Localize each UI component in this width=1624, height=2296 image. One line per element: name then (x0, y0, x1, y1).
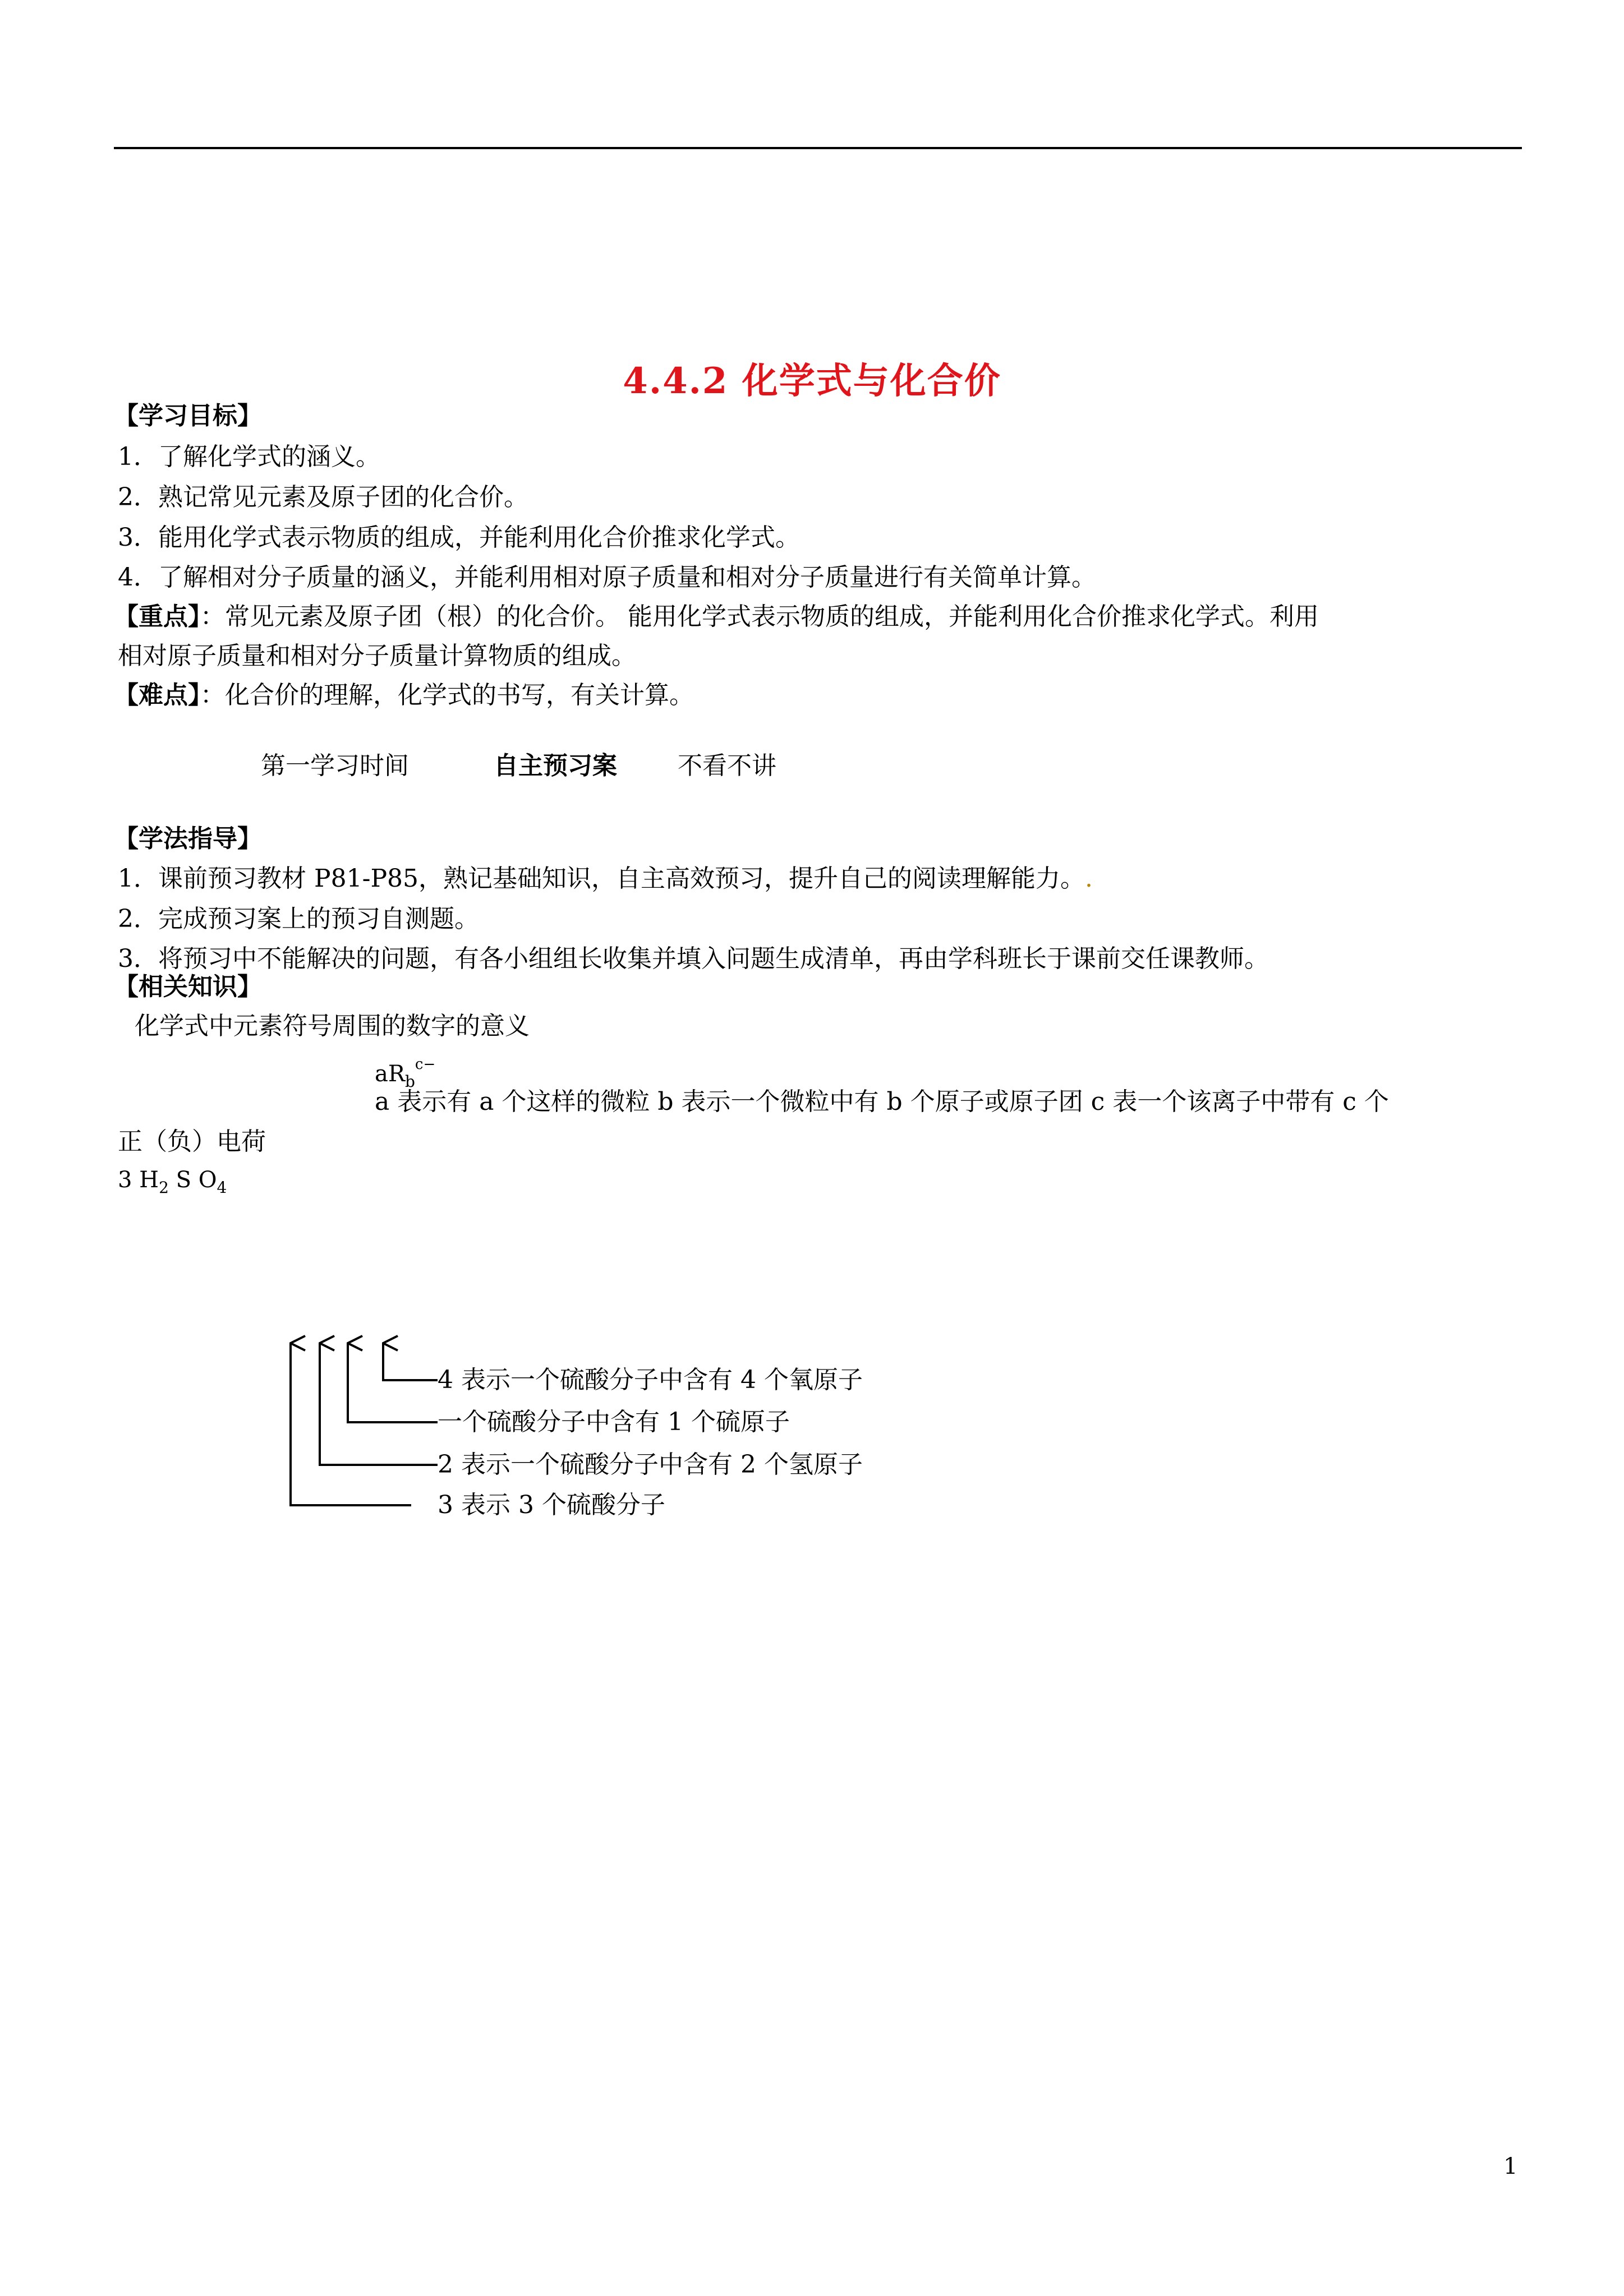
annotation-oxygen: 4 表示一个硫酸分子中含有 4 个氧原子 (438, 1366, 863, 1394)
session-time: 第一学习时间 (261, 751, 409, 780)
arrow-line-sulfur (348, 1343, 438, 1422)
objectives-heading: 【学习目标】 (114, 402, 262, 430)
difficulties-text: ：化合价的理解，化学式的书写，有关计算。 (200, 681, 694, 709)
annotation-hydrogen: 2 表示一个硫酸分子中含有 2 个氢原子 (438, 1450, 863, 1479)
example-coefficient: 3 (118, 1167, 140, 1193)
formula-subscript: b (404, 1072, 415, 1091)
example-sulfur: S (168, 1167, 199, 1193)
key-points-label: 【重点】 (114, 602, 200, 631)
method-guide-item-3: 3．将预习中不能解决的问题，有各小组组长收集并填入问题生成清单，再由学科班长于课前交任课教师。 (118, 944, 1269, 973)
example-hydrogen: H (139, 1167, 159, 1193)
annotation-coefficient: 3 表示 3 个硫酸分子 (438, 1491, 665, 1519)
arrow-line-hydrogen (320, 1343, 438, 1465)
trailing-dot: . (1085, 864, 1093, 893)
arrow-line-coefficient (291, 1343, 411, 1505)
method-guide-heading: 【学法指导】 (114, 824, 262, 853)
example-oxygen-subscript: 4 (217, 1178, 227, 1197)
objective-item-3: 3．能用化学式表示物质的组成，并能利用化合价推求化学式。 (118, 523, 800, 552)
formula-explanation-line1: a 表示有 a 个这样的微粒 b 表示一个微粒中有 b 个原子或原子团 c 表一个该离子中带有 c 个 (375, 1087, 1389, 1116)
key-points-line2: 相对原子质量和相对分子质量计算物质的组成。 (118, 642, 636, 670)
related-intro: 化学式中元素符号周围的数字的意义 (135, 1012, 530, 1040)
related-heading: 【相关知识】 (114, 972, 262, 1001)
key-points-text: ：常见元素及原子团（根）的化合价。 能用化学式表示物质的组成，并能利用化合价推求化学式。利用 (200, 602, 1319, 631)
difficulties-label: 【难点】 (114, 681, 200, 709)
session-note: 不看不讲 (678, 751, 776, 780)
formula-explanation-line2: 正（负）电荷 (118, 1127, 266, 1156)
session-case: 自主预习案 (494, 751, 617, 780)
objective-item-2: 2．熟记常见元素及原子团的化合价。 (118, 483, 528, 511)
objective-item-4: 4．了解相对分子质量的涵义，并能利用相对原子质量和相对分子质量进行有关简单计算。 (118, 563, 1096, 592)
formula-symbol: aR (375, 1061, 405, 1087)
method-guide-item-2: 2．完成预习案上的预习自测题。 (118, 905, 479, 933)
annotation-sulfur: 一个硫酸分子中含有 1 个硫原子 (438, 1408, 790, 1436)
page-title: 4.4.2 化学式与化合价 (623, 360, 1001, 402)
example-oxygen: O (198, 1167, 217, 1193)
example-hydrogen-subscript: 2 (159, 1178, 169, 1197)
formula-superscript: c− (415, 1056, 436, 1073)
page-number: 1 (1503, 2154, 1518, 2179)
objective-item-1: 1．了解化学式的涵义。 (118, 442, 380, 471)
arrow-line-oxygen (383, 1343, 438, 1380)
method-guide-item-1-text: 1．课前预习教材 P81-P85，熟记基础知识，自主高效预习，提升自己的阅读理解能力。 (118, 864, 1085, 893)
